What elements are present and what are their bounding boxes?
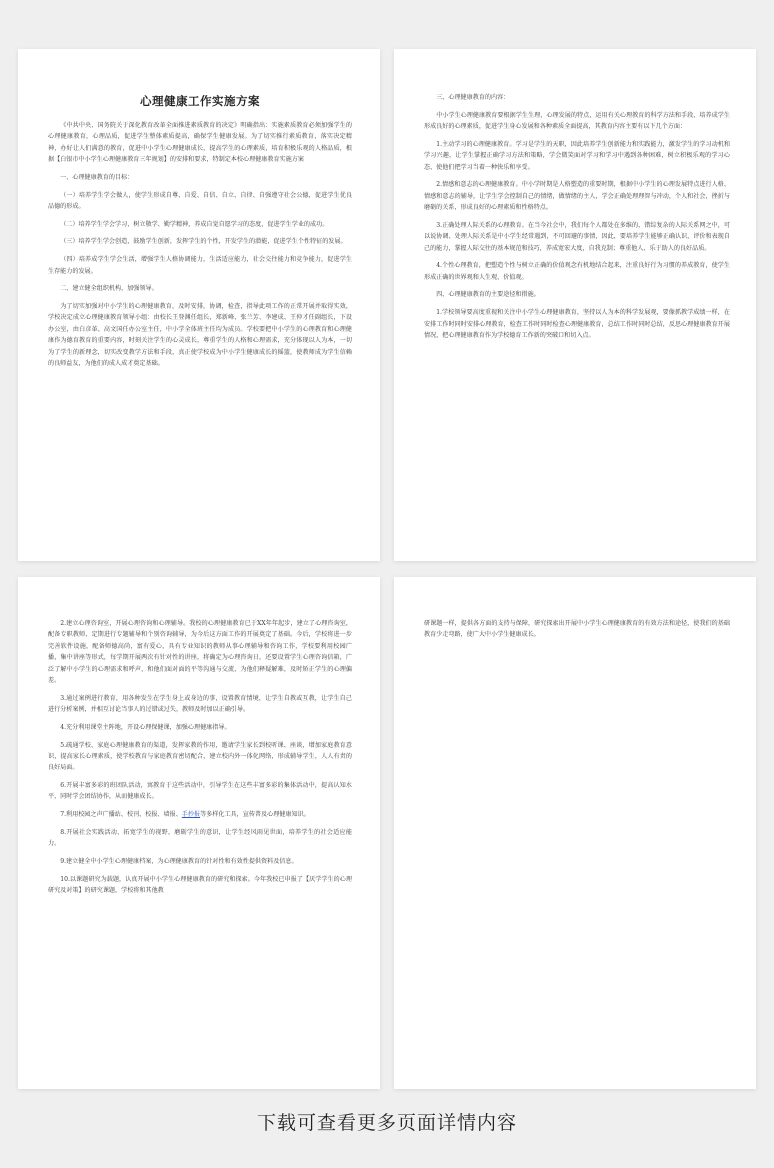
paragraph: （三）培养学生学会创造，鼓励学生创新，发挥学生的个性，开发学生的潜能，促进学生个性特征的发展。 [60, 238, 347, 246]
paragraph: 《中共中央、国务院关于深化教育改革全面推进素质教育的决定》明确指出：实施素质教育必须加强学生的心理健康教育，心理品质，促进学生整体素质提高，确保学生健康发展。为了切实推行素质教育，落实决定精神，办好让人们满意的教育，促进中小学生心理健康成长，提高学生的心理素质，培育积极乐观的人格品质，根据【白银市中小学生心理健康教育三年规划】的安排和要求，特制定本校心理健康教育实施方案 [48, 122, 352, 164]
document-page-2 [394, 49, 756, 561]
paragraph: 4.个性心理教育，把塑造个性与树立正确的价值观念有机地结合起来，注重良好行为习惯的养成教育，使学生形成正确的世界观和人生观，价值观。 [424, 262, 730, 281]
paragraph: 6.开展丰富多彩的班团队活动，寓教育于这些活动中，引导学生在这些丰富多彩的集体活动中，提高认知水平，同时学会团结协作，从而健康成长。 [48, 782, 352, 801]
paragraph-text: 7.利用校园之声广播站、校刊、校报、墙报、 [60, 811, 182, 819]
section-heading: 四、心理健康教育的主要途径和措施。 [436, 291, 540, 299]
paragraph: 3.正确处理人际关系的心理教育。在当今社会中，我们每个人都处在多维的、错综复杂的人际关系网之中，可以说协调、处理人际关系是中小学生经常遇到，不可回避的事情，因此，要培养学生能够正确认识，评价和表现自己的能力，掌握人际交往的基本规范和技巧，养成宽宏大度，自我克制；尊重他人、乐于助人的良好品质。 [424, 221, 730, 252]
paragraph: 为了切实加强对中小学生的心理健康教育，及时安排，协调，检查，指导此项工作的正常开展并取得实效，学校决定成立心理健康教育领导小组：由校长王登渊任组长，郑新峰、张兰芳、李建成、王仲才任副组长，下设办公室，由白彦革、高文国任办公室主任，中小学全体班主任均为成员。学校要把中小学生的心理教育和心理健康作为德育教育的重要内容，时刻关注学生的心灵成长，尊重学生的人格和心理需求，充分体现以人为本，一切为了学生的新理念，切实改变教学方法和手段，真正使学校成为中小学生健康成长的摇篮，使教师成为学生信赖的良师益友，为他们的成人成才奠定基础。 [48, 302, 352, 367]
paragraph: （二）培养学生学会学习，树立敬学、勤学精神，养成自觉自愿学习的态度，促进学生学业的成功。 [60, 220, 329, 228]
section-heading: 二、建立健全组织机构，加强领导。 [60, 285, 158, 293]
paragraph: 3.通过案例进行教育，用各种发生在学生身上或身边的事，设置教育情境，让学生自教或互教，让学生自己进行分析案例，并相互讨论当事人的过错或过失，教师及时加以正确引导。 [48, 694, 352, 714]
paragraph: （四）培养成学生学会生活，增强学生人格协调能力，生活适应能力，社会交往能力和竞争能力，促进学生生存能力的发展。 [48, 256, 352, 275]
paragraph-with-link [48, 809, 352, 820]
paragraph: 9.建立健全中小学生心理健康档案，为心理健康教育的针对性和有效性提供资料及信息。 [60, 857, 298, 865]
paragraph: 8.开展社会实践活动，拓宽学生的视野，磨砺学生的意识，让学生经风雨见世面，培养学生的社会适应能力。 [48, 828, 352, 848]
paragraph: 4.充分利用课堂主阵地，开设心理保健课，加强心理健康指导。 [60, 723, 231, 731]
paragraph: 2.建立心理咨询室，开展心理咨询和心理辅导。我校的心理健康教育已于XX年年起步，建立了心理咨询室，配备专职教师，定期进行专题辅导和个别咨询辅导，为今后这方面工作的开展奠定了基础。今后，学校将进一步完善软件设施，配备师德高尚，富有爱心，具有专业知识的教师从事心理辅导和咨询工作，学校要利用校园广播，集中讲座等形式，每学期开展两次有针对性的讲座，将确定为心理咨询日，还要设置学生心理咨询信箱，广泛了解中小学生的心理需求和呼声，和他们面对面的平等沟通与交流，为他们释疑解难，及时矫正学生的心理偏差。 [48, 620, 352, 685]
paragraph: 研课题一样，提供各方面的支持与保障，研究探索出开展中小学生心理健康教育的有效方法和途径，使我们的基础教育少走弯路，使广大中小学生健康成长。 [424, 620, 730, 639]
document-page-4 [394, 577, 756, 1089]
document-page-3 [18, 577, 380, 1089]
paragraph-text: 等多样化工具，宣传普及心理健康知识。 [200, 811, 310, 819]
paragraph: （一）培养学生学会做人，使学生形成自尊、自爱、自信、自立、自律、自强遵守社会公德，促进学生优良品德的形成。 [48, 191, 352, 211]
download-prompt-caption: 下载可查看更多页面详情内容 [256, 1112, 517, 1134]
document-title: 心理健康工作实施方案 [140, 94, 260, 108]
paragraph: 2.情感和意志的心理健康教育。中小学时期是人格塑造的重要时期，根据中小学生的心理发展特点进行人格、情感和意志的辅导，让学生学会控制自己的情绪，做情绪的主人，学会正确处理理智与冲动，个人和社会，挫折与磨砺的关系，形成良好的心理素质和性格特点。 [424, 181, 730, 212]
section-heading: 一、心理健康教育的目标： [60, 173, 134, 181]
section-heading: 三、心理健康教育的内容： [436, 94, 510, 101]
paragraph: 1.学校领导要高度重视和关注中小学生心理健康教育，坚持以人为本的科学发展观，要像抓教学成绩一样，在安排工作时同时安排心理教育，检查工作时同时检查心理健康教育，总结工作时同时总结，反思心理健康教育开展情况，把心理健康教育作为学校德育工作新的突破口和切入点。 [424, 309, 730, 339]
handwritten-newspaper-link[interactable]: 手抄报 [181, 811, 201, 819]
document-page-1 [18, 49, 380, 561]
paragraph: 中小学生心理健康教育要根据学生生理、心理发展的特点，运用有关心理教育的科学方法和手段，培养成学生形成良好的心理素质，促进学生身心发展和各种素质全面提高，其教育内容主要有以下几个方面： [424, 111, 730, 131]
paragraph: 1.主动学习的心理健康教育。学习是学生的天职，因此培养学生创新能力和实践能力，激发学生的学习动机和学习兴趣，让学生掌握正确学习方法和策略，学会微笑面对学习和学习中遇到各种困难，树立积极乐观的学习心态，使他们把学习当着一种快乐和享受。 [424, 140, 730, 171]
paragraph: 10.以课题研究为载题，认真开展中小学生心理健康教育的研究和探索。今年我校已申报了【厌学学生的心理研究及对策】的研究课题，学校将和其他教 [48, 875, 352, 895]
paragraph: 5.疏通学校、家庭心理健康教育的渠道，发挥家教的作用，邀请学生家长到校听课、座谈，增加家庭教育意识，提高家长心理素质，使学校教育与家庭教育密切配合，建立校内外一体化网络，形成辅导学生，人人有责的良好局面。 [48, 741, 352, 772]
